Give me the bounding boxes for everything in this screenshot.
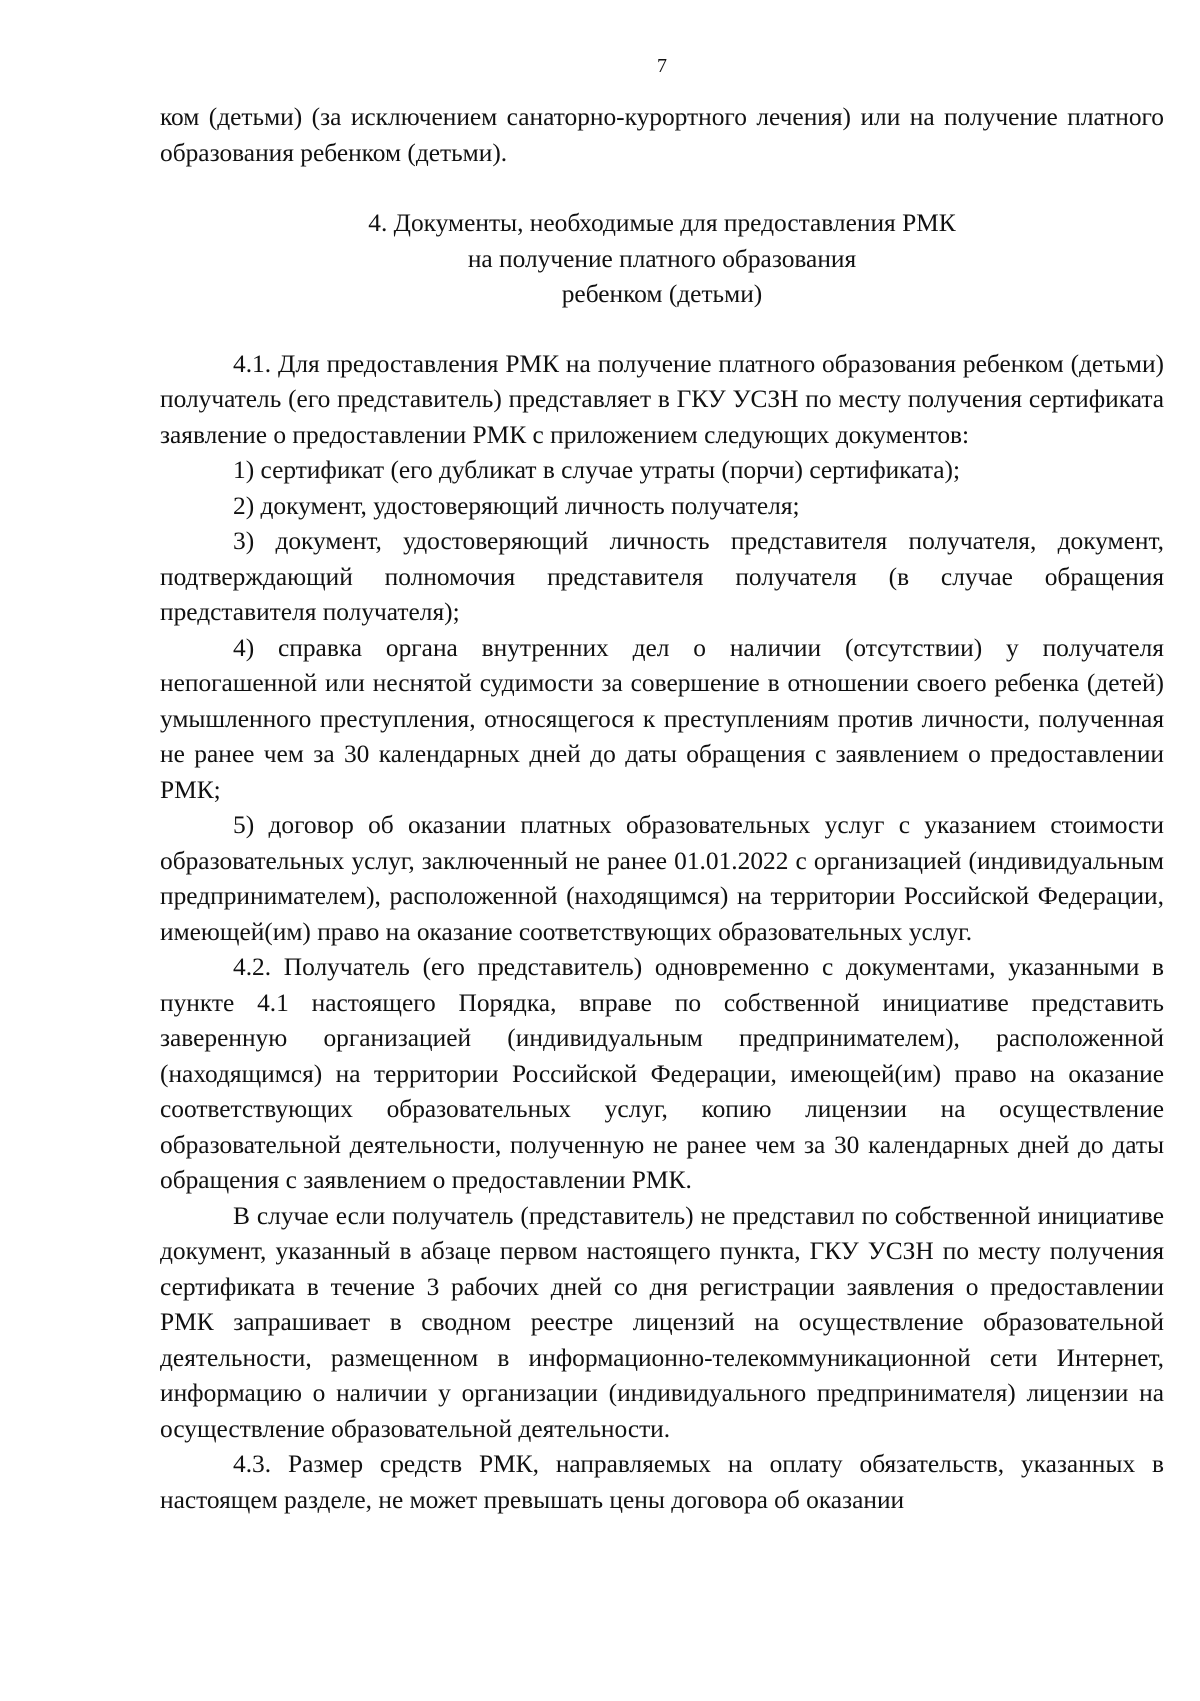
paragraph-4-1: 4.1. Для предоставления РМК на получение платного образования ребенком (детьми) получатель (его представитель) представляет в ГКУ УСЗН по месту получения сертификата заявление о предоставлении РМК с приложением следующих документов: xyxy=(160,349,1164,449)
paragraph-4-2: 4.2. Получатель (его представитель) одновременно с документами, указанными в пункте 4.1 настоящего Порядка, вправе по собственной инициативе представить заверенную организацией (индивидуальным предпринимателем), расположенной (находящимся) на территории Российской Федерации, имеющей(им) право на оказание соответствующих образовательных услуг, копию лицензии на осуществление образовательной деятельности, полученную не ранее чем за 30 календарных дней до даты обращения с заявлением о предоставлении РМК. xyxy=(160,953,1164,1194)
opening-paragraph: ком (детьми) (за исключением санаторно-курортного лечения) или на получение платного образования ребенком (детьми). xyxy=(160,103,1164,167)
section-heading-line-3: ребенком (детьми) xyxy=(561,280,763,308)
section-heading xyxy=(160,206,1164,313)
section-heading-line-2: на получение платного образования xyxy=(467,244,857,273)
list-item-3: 3) документ, удостоверяющий личность представителя получателя, документ, подтверждающий полномочия представителя получателя (в случае обращения представителя получателя); xyxy=(160,527,1164,626)
document-body xyxy=(160,100,1164,1518)
list-item-4: 4) справка органа внутренних дел о наличии (отсутствии) у получателя непогашенной или неснятой судимости за совершение в отношении своего ребенка (детей) умышленного преступления, относящегося к преступлениям против личности, полученная не ранее чем за 30 календарных дней до даты обращения с заявлением о предоставлении РМК; xyxy=(160,633,1164,804)
section-heading-line-1: 4. Документы, необходимые для предоставления РМК xyxy=(368,209,956,237)
list-item-1: 1) сертификат (его дубликат в случае утраты (порчи) сертификата); xyxy=(233,456,961,484)
paragraph-4-2-continued: В случае если получатель (представитель) не представил по собственной инициативе документ, указанный в абзаце первом настоящего пункта, ГКУ УСЗН по месту получения сертификата в течение 3 рабочих дней со дня регистрации заявления о предоставлении РМК запрашивает в сводном реестре лицензий на осуществление образовательной деятельности, размещенном в информационно-телекоммуникационной сети Интернет, информацию о наличии у организации (индивидуального предпринимателя) лицензии на осуществление образовательной деятельности. xyxy=(160,1201,1164,1443)
page-number: 7 xyxy=(657,55,667,77)
paragraph-4-3: 4.3. Размер средств РМК, направляемых на оплату обязательств, указанных в настоящем разделе, не может превышать цены договора об оказании xyxy=(160,1450,1164,1514)
list-item-5: 5) договор об оказании платных образовательных услуг с указанием стоимости образовательных услуг, заключенный не ранее 01.01.2022 с организацией (индивидуальным предпринимателем), расположенной (находящимся) на территории Российской Федерации, имеющей(им) право на оказание соответствующих образовательных услуг. xyxy=(160,811,1164,946)
list-item-2: 2) документ, удостоверяющий личность получателя; xyxy=(233,491,800,520)
